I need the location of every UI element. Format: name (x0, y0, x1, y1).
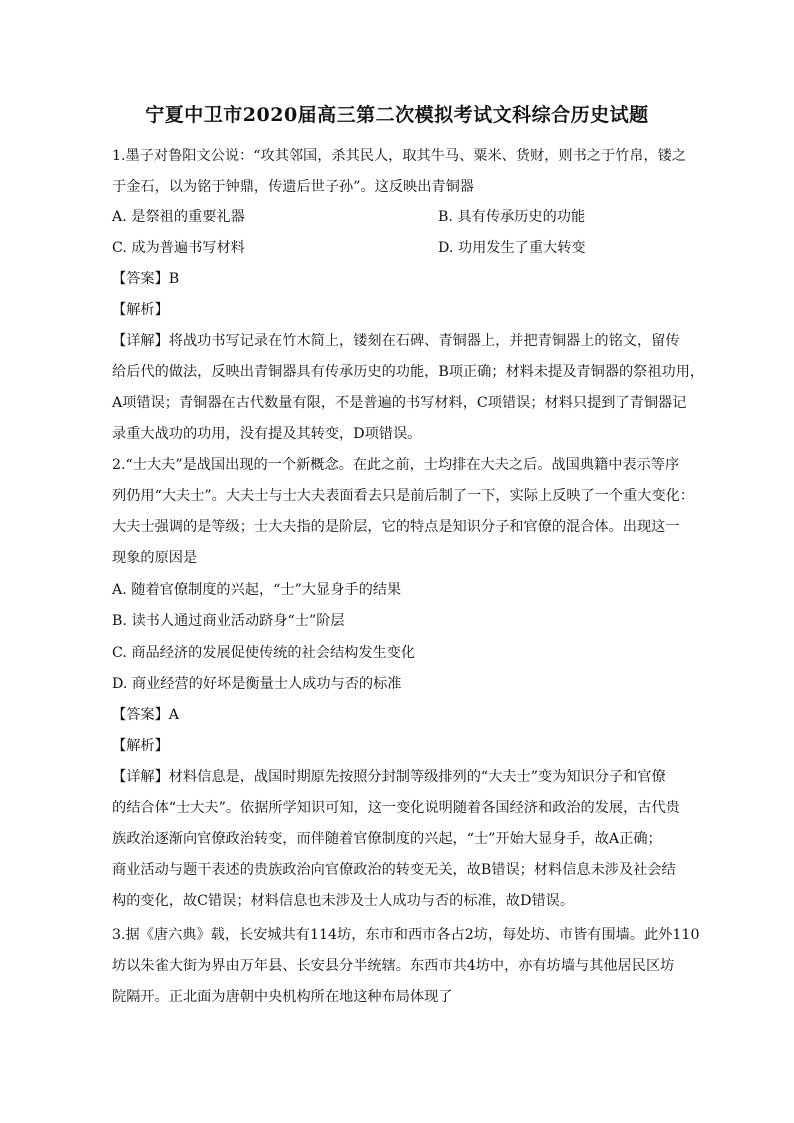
q2-detail-line: 的结合体“士大夫”。依据所学知识可知，这一变化说明随着各国经济和政治的发展，古代贵 (112, 800, 680, 816)
q2-stem-line: 列仍用“大夫士”。大夫士与士大夫表面看去只是前后制了一下，实际上反映了一个重大变化： (112, 488, 695, 504)
q1-option-b: B. 具有传承历史的功能 (438, 209, 586, 225)
q1-detail-line: 给后代的做法，反映出青铜器具有传承历史的功能，B项正确；材料未提及青铜器的祭祖功用， (112, 364, 705, 380)
q2-answer: 【答案】A (112, 707, 179, 723)
q1-detail-line: 录重大战功的功用，没有提及其转变，D项错误。 (112, 426, 422, 442)
q2-option-c: C. 商品经济的发展促使传统的社会结构发生变化 (112, 645, 416, 661)
q2-stem-line: 现象的原因是 (112, 550, 198, 566)
q1-stem-line-2: 于金石，以为铭于钟鼎，传遗后世子孙”。这反映出青铜器 (112, 179, 474, 195)
q1-option-c: C. 成为普遍书写材料 (112, 240, 245, 256)
q2-detail-line: 构的变化，故C错误；材料信息也未涉及士人成功与否的标准，故D错误。 (112, 893, 575, 909)
q1-detail-line: A项错误；青铜器在古代数量有限，不是普遍的书写材料，C项错误；材料只提到了青铜器记 (112, 395, 687, 411)
q2-stem-line: 大夫士强调的是等级；士大夫指的是阶层，它的特点是知识分子和官僚的混合体。出现这一 (112, 519, 680, 535)
q1-analysis-label: 【解析】 (112, 302, 169, 318)
q1-stem-line-1: 1.墨子对鲁阳文公说：“攻其邻国，杀其民人，取其牛马、粟米、货财，则书之于竹帛，镂之 (112, 148, 687, 164)
q1-detail-line: 【详解】将战功书写记录在竹木简上，镂刻在石碑、青铜器上，并把青铜器上的铭文，留传 (112, 333, 680, 349)
q2-detail-line: 【详解】材料信息是，战国时期原先按照分封制等级排列的“大夫士”变为知识分子和官僚 (112, 769, 666, 785)
q1-answer: 【答案】B (112, 271, 180, 287)
page-title: 宁夏中卫市2020届高三第二次模拟考试文科综合历史试题 (145, 104, 649, 126)
q1-option-d: D. 功用发生了重大转变 (438, 240, 586, 256)
q2-option-a: A. 随着官僚制度的兴起，“士”大显身手的结果 (112, 582, 402, 598)
q2-option-d: D. 商业经营的好坏是衡量士人成功与否的标准 (112, 676, 402, 692)
q1-option-a: A. 是祭祖的重要礼器 (112, 209, 245, 225)
q2-detail-line: 族政治逐渐向官僚政治转变，而伴随着官僚制度的兴起，“士”开始大显身手，故A正确； (112, 831, 662, 847)
q3-stem-line: 3.据《唐六典》载，长安城共有114坊，东市和西市各占2坊，每处坊、市皆有围墙。此外110 (112, 927, 700, 943)
q2-stem-line: 2.“士大夫”是战国出现的一个新概念。在此之前，士均排在大夫之后。战国典籍中表示等序 (112, 457, 680, 473)
q3-stem-line: 坊以朱雀大街为界由万年县、长安县分半统辖。东西市共4坊中，亦有坊墙与其他居民区坊 (112, 958, 675, 974)
q2-analysis-label: 【解析】 (112, 738, 169, 754)
q3-stem-line: 院隔开。正北面为唐朝中央机构所在地这种布局体现了 (112, 989, 453, 1005)
q2-option-b: B. 读书人通过商业活动跻身“士”阶层 (112, 613, 345, 629)
q2-detail-line: 商业活动与题干表述的贵族政治向官僚政治的转变无关，故B错误；材料信息未涉及社会结 (112, 862, 676, 878)
